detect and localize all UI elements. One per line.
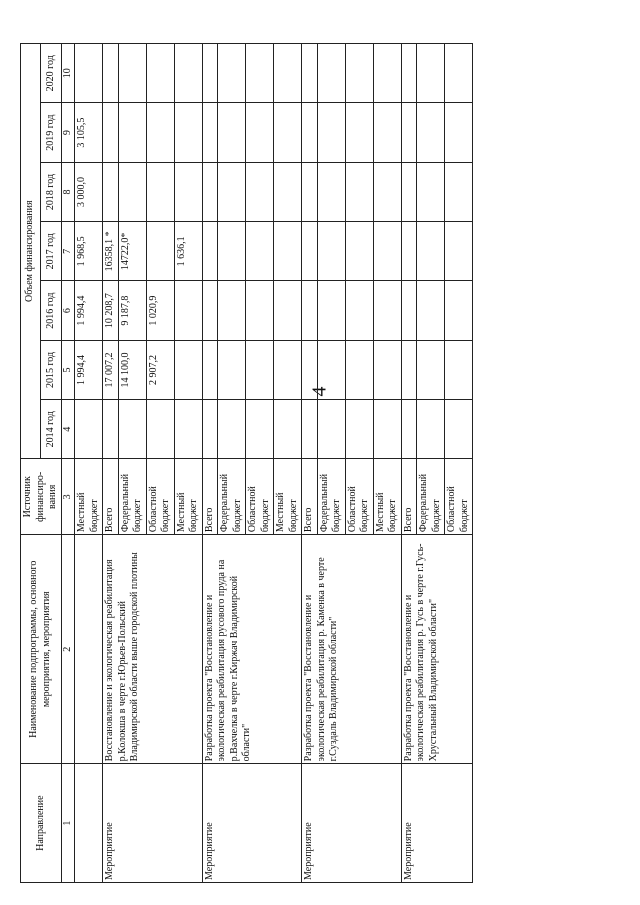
value-cell bbox=[417, 281, 445, 340]
value-cell bbox=[274, 340, 302, 399]
value-cell bbox=[218, 340, 246, 399]
source-cell: Всего bbox=[302, 459, 318, 535]
column-number: 7 bbox=[61, 222, 75, 281]
source-cell: Местный бюджет bbox=[75, 459, 103, 535]
value-cell bbox=[174, 400, 202, 459]
value-cell bbox=[246, 162, 274, 221]
column-number: 4 bbox=[61, 400, 75, 459]
value-cell bbox=[246, 340, 274, 399]
value-cell bbox=[202, 44, 218, 103]
header-year: 2019 год bbox=[41, 103, 61, 162]
value-cell bbox=[345, 281, 373, 340]
source-cell: Областной бюджет bbox=[345, 459, 373, 535]
value-cell: 10 208,7 bbox=[103, 281, 119, 340]
value-cell: 3 000,0 bbox=[75, 162, 103, 221]
value-cell: 17 007,2 bbox=[103, 340, 119, 399]
value-cell bbox=[146, 103, 174, 162]
value-cell: 1 994,4 bbox=[75, 281, 103, 340]
value-cell: 16358,1 * bbox=[103, 222, 119, 281]
page-number: 4 bbox=[308, 386, 331, 397]
value-cell: 3 105,5 bbox=[75, 103, 103, 162]
value-cell bbox=[218, 222, 246, 281]
value-cell bbox=[246, 400, 274, 459]
value-cell bbox=[445, 44, 473, 103]
value-cell: 9 187,8 bbox=[118, 281, 146, 340]
column-number-row bbox=[61, 44, 75, 883]
value-cell bbox=[317, 44, 345, 103]
value-cell bbox=[218, 162, 246, 221]
value-cell bbox=[202, 222, 218, 281]
name-cell: Разработка проекта "Восстановление и экологическая реабилитация р. Каменка в черте г.Суздаль Владимирской области" bbox=[302, 535, 402, 764]
name-cell: Разработка проекта "Восстановление и экологическая реабилитация русового пруда на р.Вахчелка в черте г.Киржач Владимирской области" bbox=[202, 535, 302, 764]
value-cell bbox=[345, 162, 373, 221]
source-cell: Федеральный бюджет bbox=[317, 459, 345, 535]
value-cell bbox=[103, 103, 119, 162]
value-cell bbox=[373, 162, 401, 221]
table-row bbox=[302, 44, 318, 883]
direction-cell: Мероприятие bbox=[202, 764, 302, 883]
value-cell bbox=[174, 340, 202, 399]
value-cell bbox=[274, 162, 302, 221]
direction-cell: Мероприятие bbox=[103, 764, 203, 883]
value-cell bbox=[302, 103, 318, 162]
value-cell bbox=[246, 222, 274, 281]
value-cell bbox=[118, 400, 146, 459]
header-year: 2018 год bbox=[41, 162, 61, 221]
value-cell bbox=[118, 44, 146, 103]
value-cell bbox=[118, 162, 146, 221]
value-cell bbox=[417, 340, 445, 399]
header-year: 2020 год bbox=[41, 44, 61, 103]
source-cell: Областной бюджет bbox=[445, 459, 473, 535]
value-cell: 14 100,0 bbox=[118, 340, 146, 399]
value-cell bbox=[373, 400, 401, 459]
value-cell bbox=[103, 400, 119, 459]
value-cell bbox=[218, 281, 246, 340]
value-cell bbox=[118, 103, 146, 162]
value-cell bbox=[401, 44, 417, 103]
value-cell bbox=[345, 44, 373, 103]
header-year: 2015 год bbox=[41, 340, 61, 399]
value-cell bbox=[274, 44, 302, 103]
header-year: 2016 год bbox=[41, 281, 61, 340]
column-number: 10 bbox=[61, 44, 75, 103]
table-header bbox=[21, 44, 75, 883]
value-cell: 14722,0* bbox=[118, 222, 146, 281]
value-cell bbox=[401, 222, 417, 281]
source-cell: Федеральный бюджет bbox=[417, 459, 445, 535]
value-cell bbox=[401, 340, 417, 399]
source-cell: Областной бюджет bbox=[246, 459, 274, 535]
value-cell bbox=[445, 281, 473, 340]
value-cell bbox=[274, 281, 302, 340]
value-cell bbox=[401, 400, 417, 459]
value-cell bbox=[417, 103, 445, 162]
value-cell bbox=[218, 103, 246, 162]
column-number: 3 bbox=[61, 459, 75, 535]
column-number: 8 bbox=[61, 162, 75, 221]
value-cell bbox=[317, 340, 345, 399]
value-cell bbox=[174, 44, 202, 103]
name-cell bbox=[75, 535, 103, 764]
table-row bbox=[401, 44, 417, 883]
header-name: Наименование подпрограммы, основного мероприятия, мероприятия bbox=[21, 535, 62, 764]
value-cell bbox=[246, 44, 274, 103]
value-cell bbox=[373, 340, 401, 399]
value-cell bbox=[75, 44, 103, 103]
value-cell bbox=[103, 44, 119, 103]
header-direction: Направление bbox=[21, 764, 62, 883]
value-cell bbox=[317, 222, 345, 281]
source-cell: Всего bbox=[401, 459, 417, 535]
direction-cell: Мероприятие bbox=[401, 764, 473, 883]
value-cell bbox=[202, 162, 218, 221]
value-cell bbox=[302, 162, 318, 221]
value-cell bbox=[146, 400, 174, 459]
rotated-page bbox=[20, 33, 620, 883]
name-cell: Восстановление и экологическая реабилитация р.Колокша в черте г.Юрьев-Польский Владимирской области выше городской плотины bbox=[103, 535, 203, 764]
value-cell bbox=[345, 103, 373, 162]
value-cell bbox=[75, 400, 103, 459]
value-cell bbox=[317, 400, 345, 459]
value-cell: 1 636,1 bbox=[174, 222, 202, 281]
value-cell: 1 968,5 bbox=[75, 222, 103, 281]
value-cell bbox=[401, 162, 417, 221]
source-cell: Местный бюджет bbox=[274, 459, 302, 535]
value-cell bbox=[445, 340, 473, 399]
value-cell bbox=[302, 222, 318, 281]
value-cell bbox=[302, 340, 318, 399]
header-year: 2014 год bbox=[41, 400, 61, 459]
financing-table bbox=[20, 43, 473, 883]
value-cell bbox=[417, 44, 445, 103]
table-row bbox=[75, 44, 103, 883]
value-cell bbox=[317, 281, 345, 340]
value-cell bbox=[246, 281, 274, 340]
value-cell bbox=[202, 281, 218, 340]
source-cell: Местный бюджет bbox=[373, 459, 401, 535]
direction-cell: Мероприятие bbox=[302, 764, 402, 883]
value-cell bbox=[274, 103, 302, 162]
value-cell bbox=[103, 162, 119, 221]
value-cell bbox=[202, 400, 218, 459]
value-cell bbox=[373, 103, 401, 162]
value-cell bbox=[373, 44, 401, 103]
value-cell bbox=[373, 222, 401, 281]
value-cell bbox=[302, 44, 318, 103]
source-cell: Федеральный бюджет bbox=[118, 459, 146, 535]
source-cell: Всего bbox=[103, 459, 119, 535]
column-number: 9 bbox=[61, 103, 75, 162]
source-cell: Федеральный бюджет bbox=[218, 459, 246, 535]
value-cell bbox=[202, 103, 218, 162]
header-source: Источник финансиро-вания bbox=[21, 459, 62, 535]
value-cell bbox=[417, 222, 445, 281]
value-cell bbox=[218, 44, 246, 103]
value-cell bbox=[401, 281, 417, 340]
value-cell bbox=[445, 222, 473, 281]
source-cell: Областной бюджет bbox=[146, 459, 174, 535]
value-cell bbox=[445, 162, 473, 221]
value-cell bbox=[445, 400, 473, 459]
value-cell bbox=[317, 103, 345, 162]
table-row bbox=[202, 44, 218, 883]
value-cell bbox=[174, 281, 202, 340]
column-number: 6 bbox=[61, 281, 75, 340]
value-cell bbox=[417, 162, 445, 221]
value-cell bbox=[302, 400, 318, 459]
table-body bbox=[75, 44, 473, 883]
name-cell: Разработка проекта "Восстановление и экологическая реабилитация р. Гусь в черте г.Гусь-Хрустальный Владимирской области" bbox=[401, 535, 473, 764]
value-cell bbox=[317, 162, 345, 221]
value-cell bbox=[246, 103, 274, 162]
column-number: 5 bbox=[61, 340, 75, 399]
value-cell: 1 020,9 bbox=[146, 281, 174, 340]
value-cell bbox=[218, 400, 246, 459]
value-cell bbox=[174, 103, 202, 162]
value-cell bbox=[345, 222, 373, 281]
column-number: 1 bbox=[61, 764, 75, 883]
value-cell bbox=[146, 162, 174, 221]
direction-cell bbox=[75, 764, 103, 883]
header-year: 2017 год bbox=[41, 222, 61, 281]
value-cell bbox=[146, 44, 174, 103]
value-cell bbox=[445, 103, 473, 162]
value-cell bbox=[373, 281, 401, 340]
value-cell: 2 907,2 bbox=[146, 340, 174, 399]
value-cell: 1 994,4 bbox=[75, 340, 103, 399]
source-cell: Всего bbox=[202, 459, 218, 535]
value-cell bbox=[345, 340, 373, 399]
source-cell: Местный бюджет bbox=[174, 459, 202, 535]
value-cell bbox=[274, 400, 302, 459]
value-cell bbox=[274, 222, 302, 281]
value-cell bbox=[174, 162, 202, 221]
table-row bbox=[103, 44, 119, 883]
value-cell bbox=[345, 400, 373, 459]
value-cell bbox=[146, 222, 174, 281]
value-cell bbox=[202, 340, 218, 399]
value-cell bbox=[417, 400, 445, 459]
value-cell bbox=[401, 103, 417, 162]
header-volume: Объем финансирования bbox=[21, 44, 41, 459]
column-number: 2 bbox=[61, 535, 75, 764]
value-cell bbox=[302, 281, 318, 340]
